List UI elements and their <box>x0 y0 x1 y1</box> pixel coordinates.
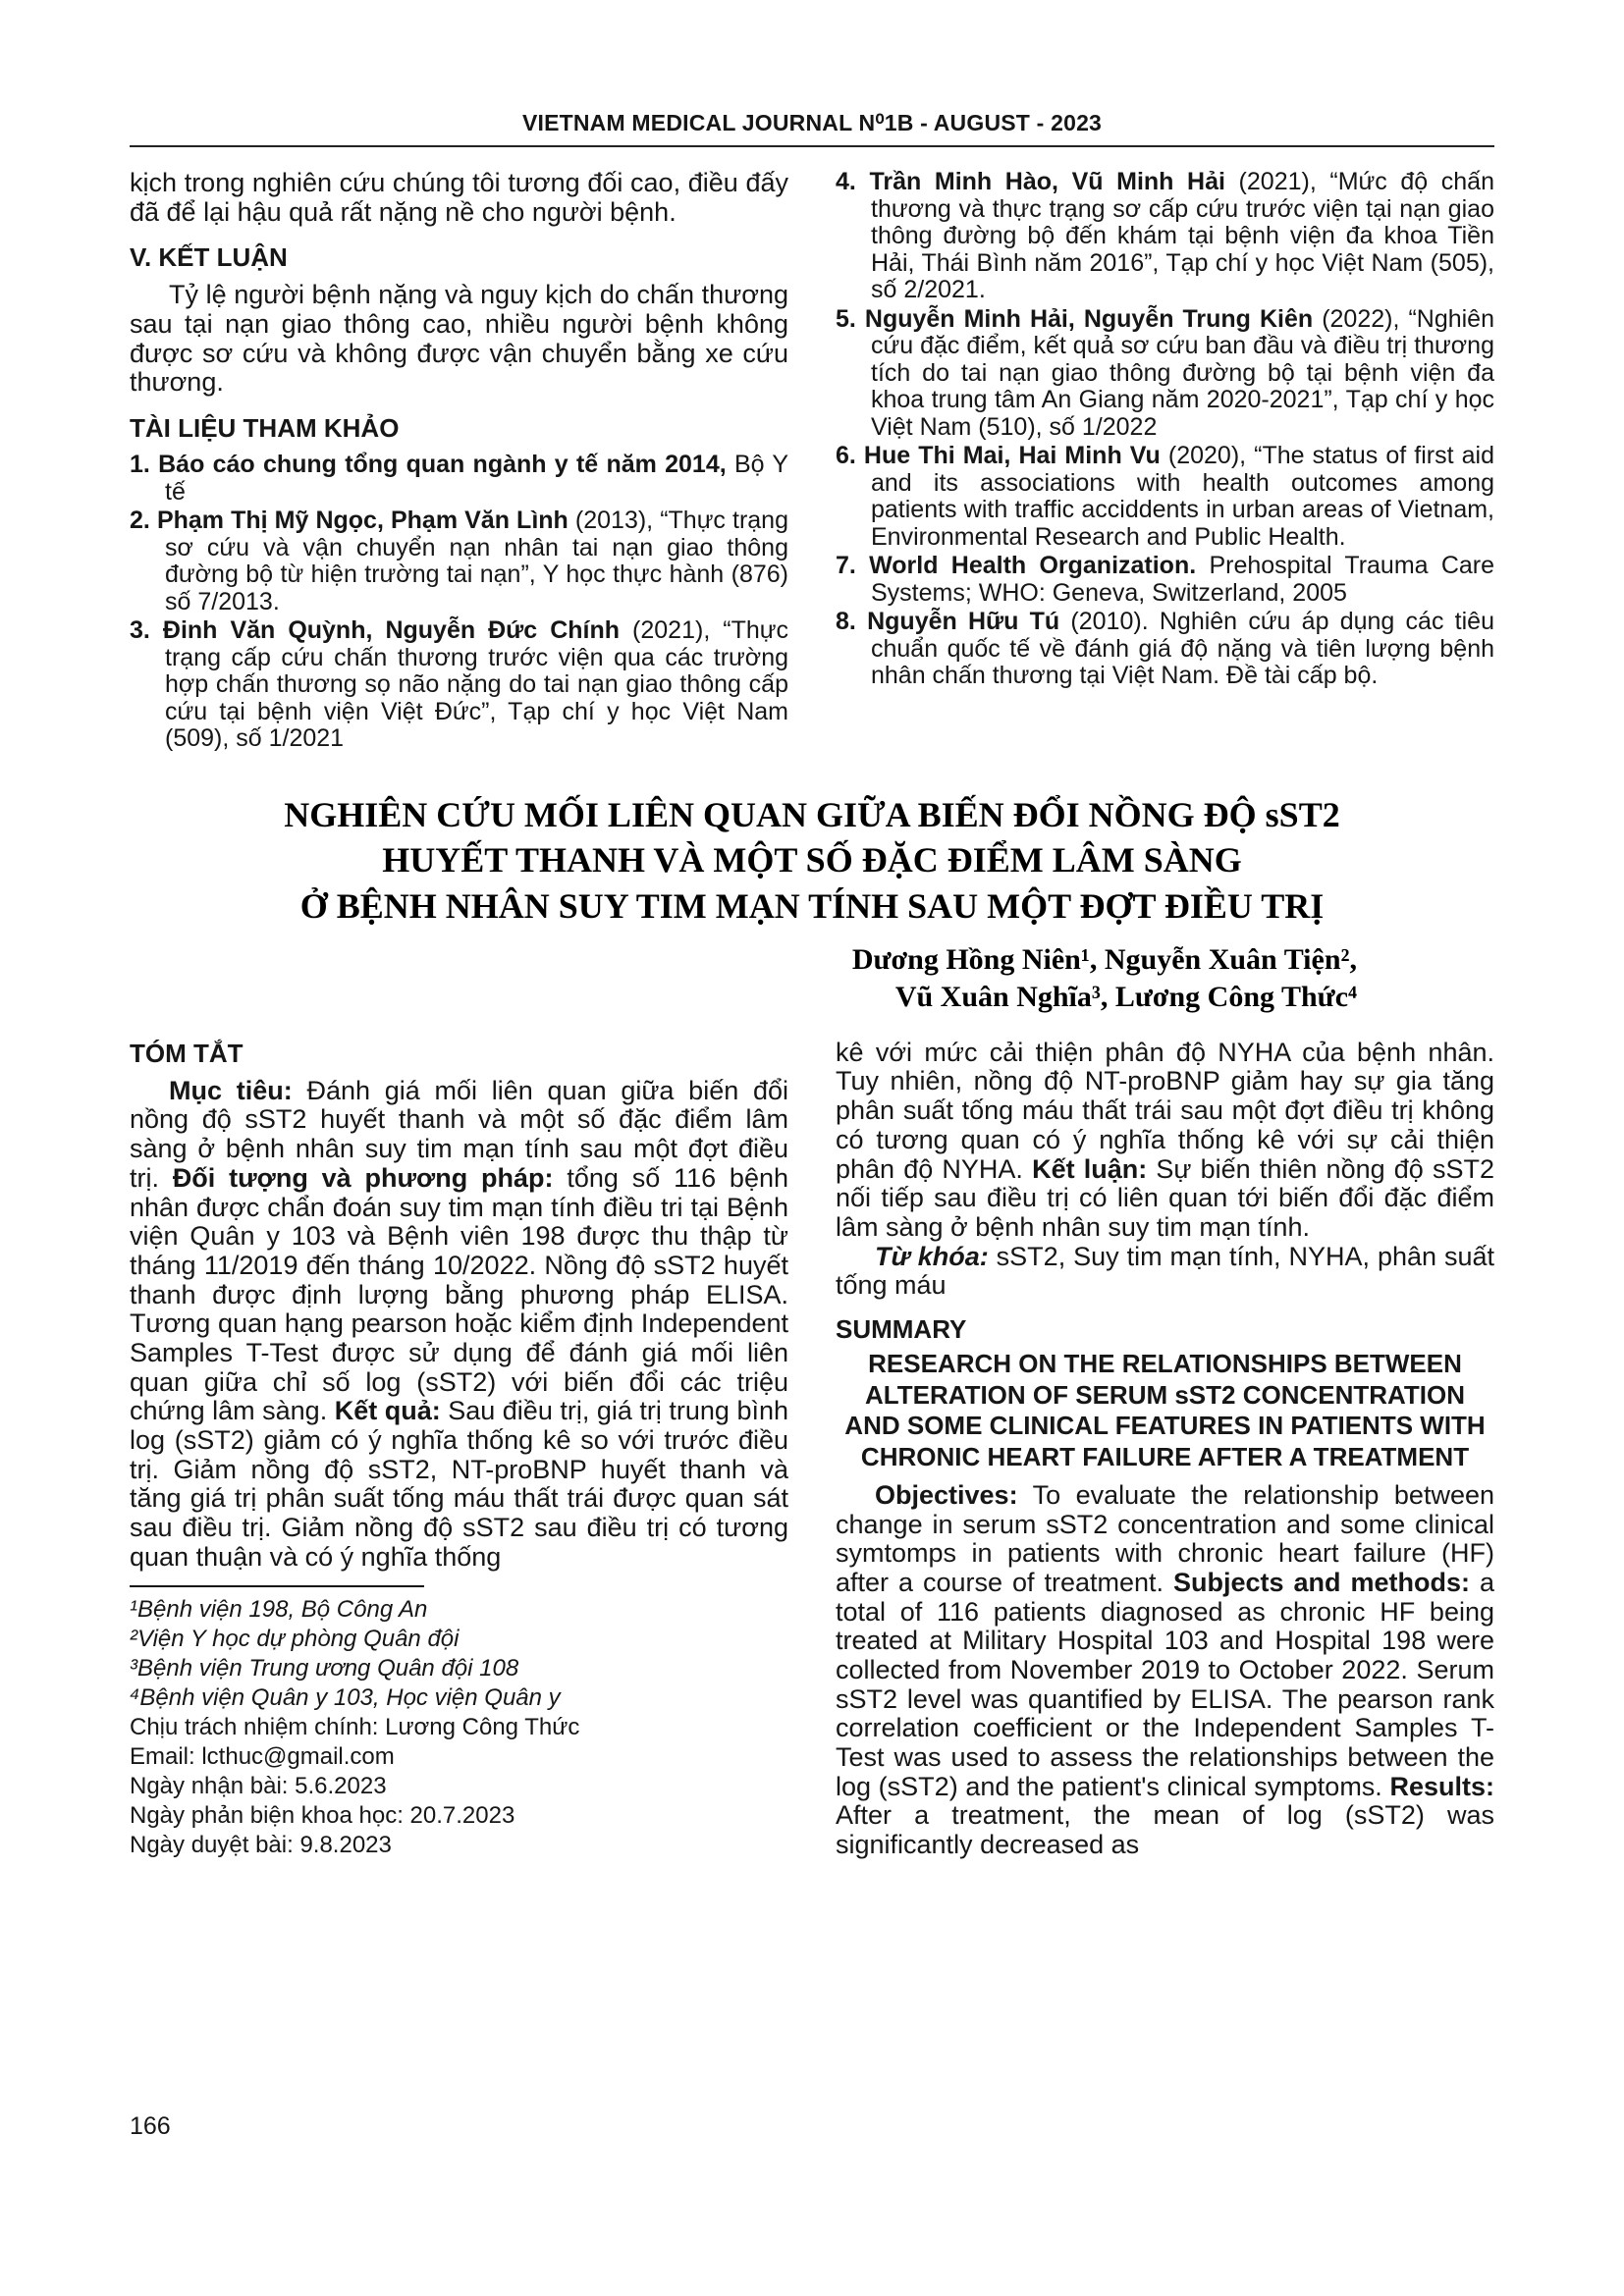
keywords-label: Từ khóa: <box>875 1241 989 1271</box>
abstract-methods-text: tổng số 116 bệnh nhân được chẩn đoán suy tim mạn tính điều tri tại Bệnh viện Quân y 103 và Bệnh viên 198 được thu thập từ tháng 11/2019 đến tháng 10/2022. Nồng độ sST2 huyết thanh được định lượng bằng phương pháp ELISA. Tương quan hạng pearson hoặc kiểm định Independent Samples T-Test được sử dụng để đánh giá mối liên quan giữa chỉ số log (sST2) với biến đổi các triệu chứng lâm sàng. <box>130 1162 788 1426</box>
reference-number: 4. <box>836 168 856 195</box>
article-title-line-1: NGHIÊN CỨU MỐI LIÊN QUAN GIỮA BIẾN ĐỔI NỒNG ĐỘ sST2 <box>284 794 1340 834</box>
reference-authors: Nguyễn Minh Hải, Nguyễn Trung Kiên <box>864 304 1314 333</box>
abstract-methods-label: Đối tượng và phương pháp: <box>172 1162 554 1193</box>
abstract-objectives-text: Đánh giá mối liên quan giữa biến đổi nồng độ sST2 huyết thanh và một số đặc điểm lâm sàng ở bệnh nhân suy tim mạn tính sau một đợt điều trị. <box>130 1075 788 1193</box>
reference-authors: Trần Minh Hào, Vũ Minh Hải <box>869 168 1225 195</box>
article-title-line-2: HUYẾT THANH VÀ MỘT SỐ ĐẶC ĐIỂM LÂM SÀNG <box>382 840 1242 881</box>
abstract-objectives-label: Mục tiêu: <box>169 1075 293 1105</box>
reference-text: (2022), “Nghiên cứu đặc điểm, kết quả sơ cứu ban đầu và điều trị thương tích do tai nạn giao thông đường bộ tại bệnh viện đa khoa trung tâm An Giang năm 2020-2021”, Tạp chí y học Việt Nam (510), số 1/2022 <box>871 304 1494 441</box>
keywords-paragraph <box>836 1243 1494 1301</box>
abstract-paragraph <box>130 1077 788 1573</box>
reference-item-7 <box>836 553 1494 607</box>
summary-paragraph <box>836 1481 1494 1860</box>
abstract-section <box>130 1039 1494 1860</box>
reference-text: Bộ Y tế <box>165 451 789 506</box>
reference-item-4 <box>836 169 1494 304</box>
affiliation-4: ⁴Bệnh viện Quân y 103, Học viện Quân y <box>130 1683 561 1711</box>
reference-number: 8. <box>836 608 856 635</box>
reference-number: 3. <box>130 616 150 645</box>
top-left-column <box>130 169 788 755</box>
previous-article-continuation: kịch trong nghiên cứu chúng tôi tương đối cao, điều đấy đã để lại hậu quả rất nặng nề cho người bệnh. <box>130 168 788 227</box>
reference-item-1 <box>130 452 788 506</box>
affiliation-1: ¹Bệnh viện 198, Bộ Công An <box>130 1595 428 1623</box>
summary-results-text: After a treatment, the mean of log (sST2) was significantly decreased as <box>836 1800 1494 1860</box>
reviewed-date-line: Ngày phản biện khoa học: 20.7.2023 <box>130 1801 515 1829</box>
conclusion-paragraph: Tỷ lệ người bệnh nặng và nguy kịch do chấn thương sau tại nạn giao thông cao, nhiều người bệnh không được sơ cứu và không được vận chuyển bằng xe cứu thương. <box>130 280 788 398</box>
reference-item-3 <box>130 617 788 753</box>
correspondence-line: Chịu trách nhiệm chính: Lương Công Thức <box>130 1713 580 1740</box>
authors-block <box>130 941 1494 1017</box>
article-title-block <box>130 792 1494 1017</box>
accepted-date-line: Ngày duyệt bài: 9.8.2023 <box>130 1831 392 1858</box>
footnotes-block <box>130 1574 788 1860</box>
summary-methods-label: Subjects and methods: <box>1173 1567 1470 1597</box>
reference-number: 5. <box>836 304 856 333</box>
abstract-continuation-paragraph <box>836 1039 1494 1243</box>
reference-authors: Đinh Văn Quỳnh, Nguyễn Đức Chính <box>162 616 621 645</box>
abstract-continuation-text: kê với mức cải thiện phân độ NYHA của bệnh nhân. Tuy nhiên, nồng độ NT-proBNP giảm hay sự gia tăng phân suất tống máu thất trái sau một đợt điều trị không có tương quan có ý nghĩa thống kê với sự cải thiện phân độ NYHA. <box>836 1037 1494 1184</box>
top-section <box>130 169 1494 755</box>
reference-item-5 <box>836 306 1494 442</box>
reference-text: (2020), “The status of first aid and its associations with health outcomes among patients with traffic acciddents in urban areas of Vietnam, Environmental Research and Public Health. <box>871 442 1494 551</box>
summary-title: RESEARCH ON THE RELATIONSHIPS BETWEEN ALTERATION OF SERUM sST2 CONCENTRATION AND SOME CLINICAL FEATURES IN PATIENTS WITH CHRONIC HEART FAILURE AFTER A TREATMENT <box>844 1348 1486 1472</box>
journal-header: VIETNAM MEDICAL JOURNAL N⁰1B - AUGUST - 2023 <box>130 110 1494 147</box>
reference-item-8 <box>836 609 1494 690</box>
reference-text: (2013), “Thực trạng sơ cứu và vận chuyển nạn nhân tai nạn giao thông đường bộ từ hiện trường tai nạn”, Y học thực hành (876) số 7/2013. <box>165 507 788 615</box>
affiliation-2: ²Viện Y học dự phòng Quân đội <box>130 1625 460 1652</box>
reference-authors: Nguyễn Hữu Tú <box>867 608 1060 635</box>
summary-results-label: Results: <box>1389 1771 1494 1801</box>
page-number: 166 <box>130 2112 171 2140</box>
conclusion-heading: V. KẾT LUẬN <box>130 242 288 273</box>
reference-item-2 <box>130 507 788 615</box>
authors-line-2: Vũ Xuân Nghĩa³, Lương Công Thức⁴ <box>894 981 1357 1014</box>
reference-item-6 <box>836 443 1494 551</box>
top-right-column <box>836 169 1494 755</box>
summary-heading: SUMMARY <box>836 1313 967 1344</box>
reference-text: Prehospital Trauma Care Systems; WHO: Geneva, Switzerland, 2005 <box>871 552 1495 607</box>
reference-authors: Hue Thi Mai, Hai Minh Vu <box>863 442 1161 469</box>
abstract-results-text: Sau điều trị, giá trị trung bình log (sST2) giảm có ý nghĩa thống kê so với trước điều trị. Giảm nồng độ sST2, NT-proBNP huyết thanh và tăng giá trị phân suất tống máu thất trái được quan sát sau điều trị. Giảm nồng độ sST2 sau điều trị có tương quan thuận và có ý nghĩa thống <box>130 1396 788 1572</box>
reference-number: 1. <box>130 451 150 479</box>
summary-column <box>836 1039 1494 1860</box>
reference-number: 6. <box>836 442 856 469</box>
reference-text: (2021), “Mức độ chấn thương và thực trạng sơ cấp cứu trước viện tại nạn giao thông đường bộ đến khám tại bệnh viện đa khoa Tiền Hải, Thái Bình năm 2016”, Tạp chí y học Việt Nam (505), số 2/2021. <box>871 168 1494 303</box>
email-line: Email: lcthuc@gmail.com <box>130 1742 395 1770</box>
abstract-results-label: Kết quả: <box>334 1396 441 1426</box>
abstract-conclusion-label: Kết luận: <box>1032 1153 1148 1184</box>
keywords-text: sST2, Suy tim mạn tính, NYHA, phân suất tống máu <box>836 1241 1494 1301</box>
received-date-line: Ngày nhận bài: 5.6.2023 <box>130 1772 387 1799</box>
affiliation-3: ³Bệnh viện Trung ương Quân đội 108 <box>130 1654 519 1682</box>
reference-authors: World Health Organization. <box>869 552 1197 579</box>
abstract-conclusion-text: Sự biến thiên nồng độ sST2 nối tiếp sau điều trị có liên quan tới biến đổi đặc điểm lâm sàng ở bệnh nhân suy tim mạn tính. <box>836 1153 1494 1242</box>
reference-authors: Phạm Thị Mỹ Ngọc, Phạm Văn Lình <box>156 507 568 535</box>
references-heading: TÀI LIỆU THAM KHẢO <box>130 413 400 444</box>
footnote-separator <box>130 1585 424 1587</box>
abstract-column <box>130 1039 788 1860</box>
summary-objectives-text: To evaluate the relationship between change in serum sST2 concentration and some clinical symtomps in patients with chronic heart failure (HF) after a course of treatment. <box>836 1479 1494 1597</box>
reference-number: 2. <box>130 507 150 535</box>
reference-text: (2010). Nghiên cứu áp dụng các tiêu chuẩn quốc tế về đánh giá độ nặng và tiên lượng bệnh nhân chấn thương tại Việt Nam. Đề tài cấp bộ. <box>871 608 1494 689</box>
reference-text: (2021), “Thực trạng cấp cứu chấn thương trước viện qua các trường hợp chấn thương sọ não nặng do tai nạn giao thông cấp cứu tại bệnh viện Việt Đức”, Tạp chí y học Việt Nam (509), số 1/2021 <box>165 616 789 753</box>
reference-authors: Báo cáo chung tổng quan ngành y tế năm 2014, <box>158 451 727 479</box>
abstract-heading: TÓM TẮT <box>130 1038 244 1068</box>
article-title-line-3: Ở BỆNH NHÂN SUY TIM MẠN TÍNH SAU MỘT ĐỢT ĐIỀU TRỊ <box>299 886 1325 927</box>
summary-objectives-label: Objectives: <box>875 1479 1018 1510</box>
summary-methods-text: a total of 116 patients diagnosed as chronic HF being treated at Military Hospital 103 and Hospital 198 were collected from November 2019 to October 2022. Serum sST2 level was quantified by ELISA. The pearson rank correlation coefficient or the Independent Samples T-Test was used to assess the relationships between the log (sST2) and the patient's clinical symptoms. <box>836 1567 1494 1801</box>
reference-number: 7. <box>836 552 856 579</box>
authors-line-1: Dương Hồng Niên¹, Nguyễn Xuân Tiện², <box>851 943 1357 977</box>
